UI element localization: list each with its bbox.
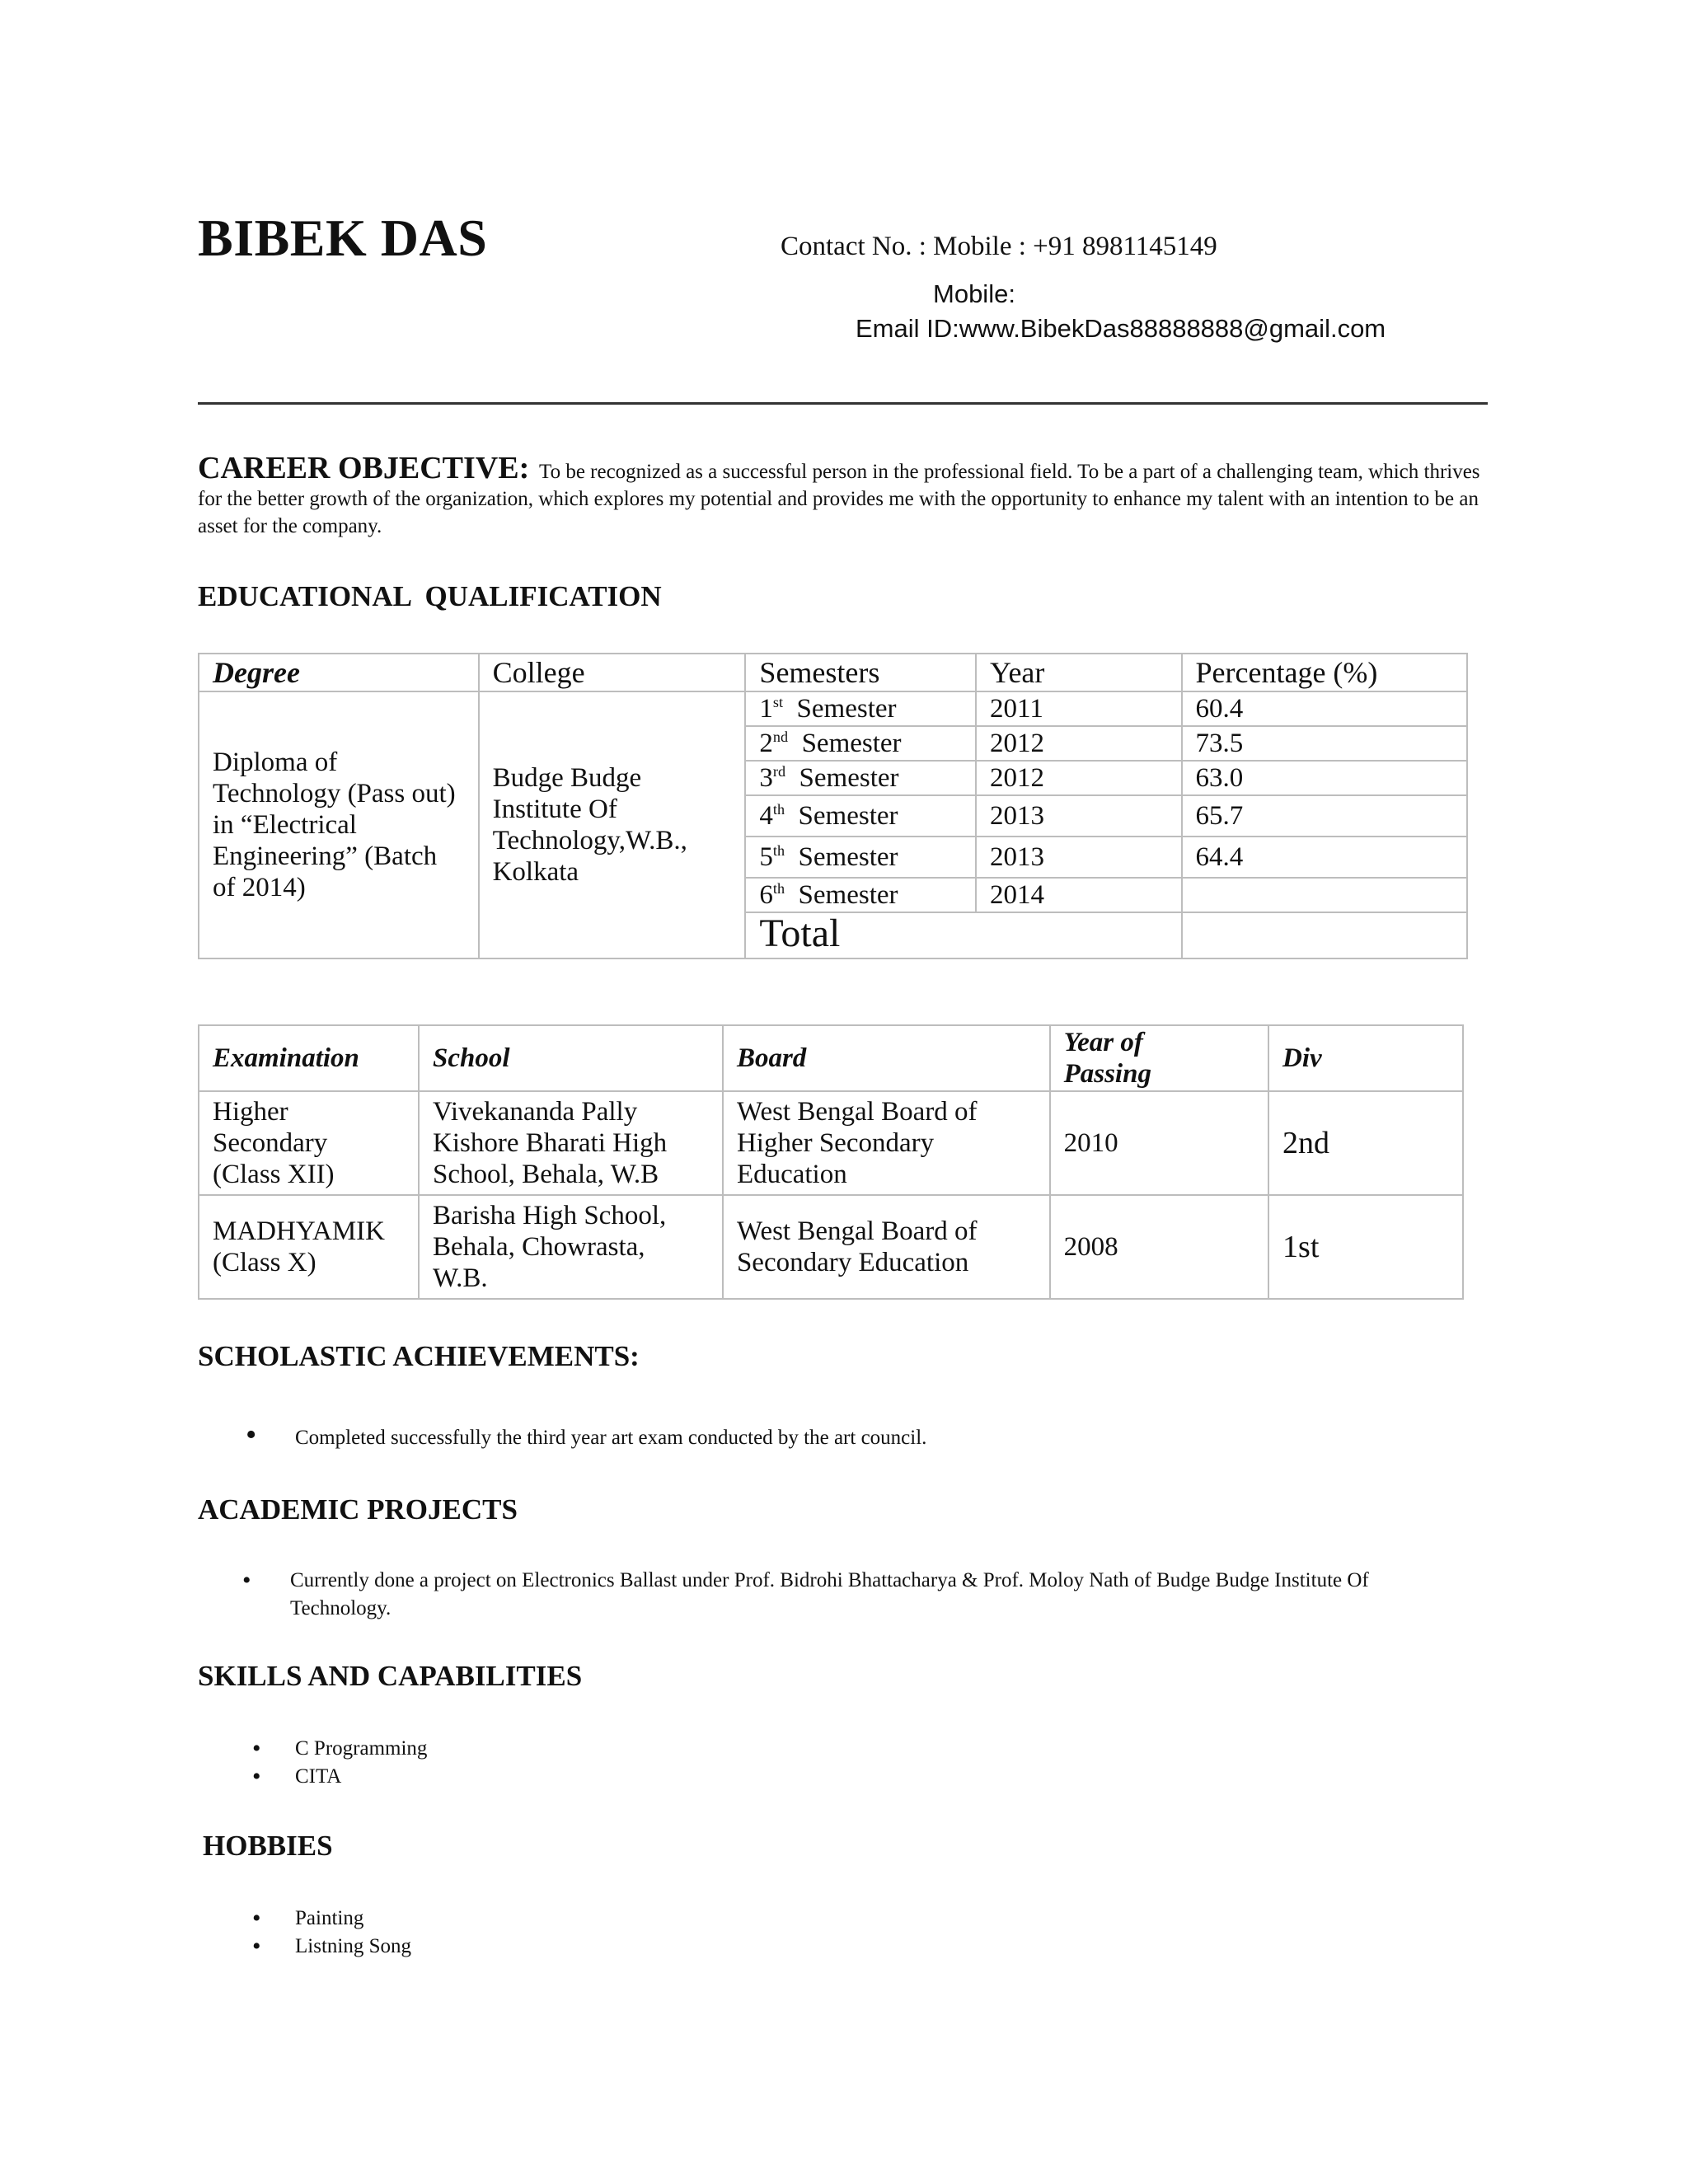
board-cell: West Bengal Board of Higher Secondary Education <box>723 1091 1050 1195</box>
semester-cell: 5th Semester <box>745 837 976 878</box>
bullet-icon: • <box>242 1567 251 1594</box>
year-cell: 2011 <box>976 691 1181 726</box>
bullet-icon: • <box>246 1418 257 1452</box>
table-row <box>199 1195 1463 1299</box>
skills-heading: SKILLS AND CAPABILITIES <box>198 1660 583 1692</box>
scholastic-list <box>246 1418 927 1452</box>
year-cell: 2012 <box>976 726 1181 761</box>
examination-cell: Higher Secondary (Class XII) <box>199 1091 419 1195</box>
skills-list <box>252 1735 428 1791</box>
list-item: • C Programming <box>252 1735 428 1762</box>
table-header-row <box>199 654 1467 691</box>
contact-mobile-secondary: Mobile: <box>933 279 1015 308</box>
candidate-name: BIBEK DAS <box>198 209 488 267</box>
bullet-icon: • <box>252 1905 261 1932</box>
header-examination: Examination <box>199 1025 419 1091</box>
school-cell: Barisha High School, Behala, Chowrasta, W.B. <box>419 1195 723 1299</box>
bullet-icon: • <box>252 1933 261 1960</box>
contact-email: Email ID:www.BibekDas88888888@gmail.com <box>856 314 1386 343</box>
list-item: • Painting <box>252 1905 364 1932</box>
percentage-cell: 64.4 <box>1182 837 1467 878</box>
contact-mobile: Contact No. : Mobile : +91 8981145149 <box>781 232 1217 261</box>
career-objective <box>198 451 1484 540</box>
header-college: College <box>479 654 746 691</box>
percentage-cell: 65.7 <box>1182 795 1467 837</box>
semester-cell: 3rd Semester <box>745 761 976 795</box>
list-item: • CITA <box>252 1763 342 1790</box>
percentage-cell: 73.5 <box>1182 726 1467 761</box>
list-item: • Currently done a project on Electronics Ballast under Prof. Bidrohi Bhattacharya & Prof. Moloy Nath of Budge Budge Institute Of Technology. <box>242 1567 1369 1619</box>
percentage-cell: 60.4 <box>1182 691 1467 726</box>
header-board: Board <box>723 1025 1050 1091</box>
education-heading: EDUCATIONAL QUALIFICATION <box>198 580 662 612</box>
year-cell: 2010 <box>1050 1091 1268 1195</box>
year-cell: 2012 <box>976 761 1181 795</box>
header-school: School <box>419 1025 723 1091</box>
hobbies-heading: HOBBIES <box>203 1830 333 1862</box>
header-percentage: Percentage (%) <box>1182 654 1467 691</box>
header-degree: Degree <box>199 654 479 691</box>
total-label: Total <box>745 912 1181 958</box>
header-year-of-passing: Year of Passing <box>1050 1025 1268 1091</box>
table-header-row <box>199 1025 1463 1091</box>
projects-list <box>242 1567 1469 1623</box>
board-cell: West Bengal Board of Secondary Education <box>723 1195 1050 1299</box>
total-value <box>1182 912 1467 958</box>
school-cell: Vivekananda Pally Kishore Bharati High School, Behala, W.B <box>419 1091 723 1195</box>
year-cell: 2014 <box>976 878 1181 912</box>
scholastic-heading: SCHOLASTIC ACHIEVEMENTS: <box>198 1340 640 1372</box>
header-year: Year <box>976 654 1181 691</box>
header-div: Div <box>1268 1025 1463 1091</box>
div-cell: 2nd <box>1268 1091 1463 1195</box>
percentage-cell <box>1182 878 1467 912</box>
semester-cell: 6th Semester <box>745 878 976 912</box>
table-row <box>199 1091 1463 1195</box>
bullet-icon: • <box>252 1763 261 1790</box>
bullet-icon: • <box>252 1735 261 1762</box>
college-cell: Budge Budge Institute Of Technology,W.B., Kolkata <box>479 691 746 958</box>
year-cell: 2013 <box>976 837 1181 878</box>
career-objective-text: To be recognized as a successful person in the professional field. To be a part of a challenging team, which thrives for the better growth of the organization, which explores my potential and provides me with the opportunity to enhance my talent with an intention to be an asset for the company. <box>198 461 1480 537</box>
degree-cell: Diploma of Technology (Pass out) in “Electrical Engineering” (Batch of 2014) <box>199 691 479 958</box>
year-cell: 2008 <box>1050 1195 1268 1299</box>
career-objective-heading: CAREER OBJECTIVE: <box>198 451 530 485</box>
semester-cell: 4th Semester <box>745 795 976 837</box>
examination-cell: MADHYAMIK (Class X) <box>199 1195 419 1299</box>
semester-cell: 1st Semester <box>745 691 976 726</box>
projects-heading: ACADEMIC PROJECTS <box>198 1493 518 1526</box>
hobbies-list <box>252 1905 411 1961</box>
semester-cell: 2nd Semester <box>745 726 976 761</box>
degree-table <box>198 653 1468 959</box>
list-item: • Listning Song <box>252 1933 411 1960</box>
exam-table <box>198 1024 1464 1300</box>
list-item: • Completed successfully the third year art exam conducted by the art council. <box>246 1418 927 1452</box>
header-divider <box>198 402 1488 405</box>
header-semesters: Semesters <box>745 654 976 691</box>
percentage-cell: 63.0 <box>1182 761 1467 795</box>
table-row <box>199 691 1467 726</box>
year-cell: 2013 <box>976 795 1181 837</box>
div-cell: 1st <box>1268 1195 1463 1299</box>
